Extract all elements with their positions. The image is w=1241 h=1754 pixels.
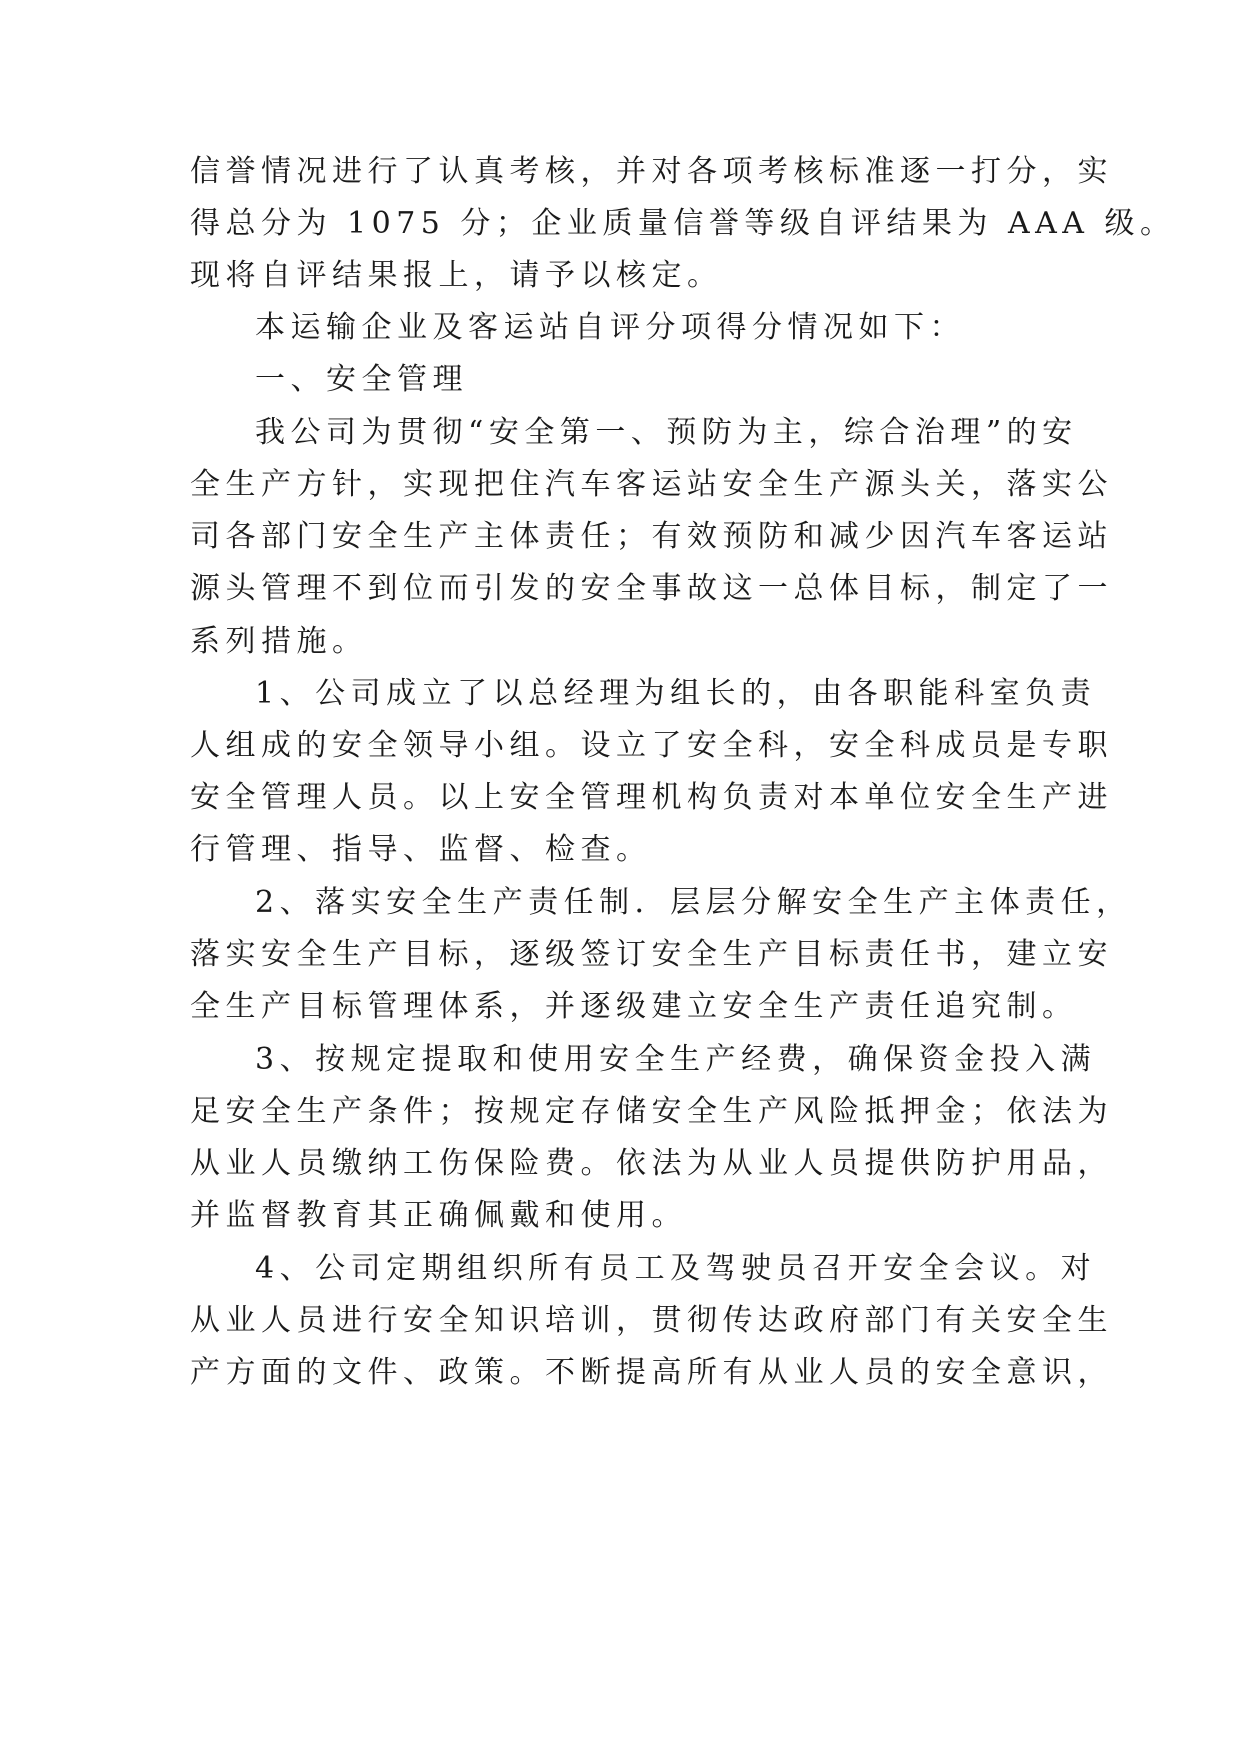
text-line-4: 本运输企业及客运站自评分项得分情况如下： [255,310,965,345]
text-line-1: 信誉情况进行了认真考核，并对各项考核标准逐一打分，实 [190,154,1113,189]
text-line-17: 全生产目标管理体系，并逐级建立安全生产责任追究制。 [190,989,1078,1024]
text-line-23: 从业人员进行安全知识培训，贯彻传达政府部门有关安全生 [190,1303,1113,1338]
text-line-13: 安全管理人员。以上安全管理机构负责对本单位安全生产进 [190,780,1113,815]
text-line-15: 2、落实安全生产责任制．层层分解安全生产主体责任， [255,885,1132,920]
text-line-14: 行管理、指导、监督、检查。 [190,832,652,867]
section-heading-safety: 一、安全管理 [255,362,468,397]
text-line-20: 从业人员缴纳工伤保险费。依法为从业人员提供防护用品， [190,1146,1113,1181]
text-line-10: 系列措施。 [190,624,368,659]
text-line-16: 落实安全生产目标，逐级签订安全生产目标责任书，建立安 [190,937,1113,972]
text-line-24: 产方面的文件、政策。不断提高所有从业人员的安全意识， [190,1355,1113,1390]
text-line-11: 1、公司成立了以总经理为组长的，由各职能科室负责 [255,676,1097,711]
text-line-18: 3、按规定提取和使用安全生产经费，确保资金投入满 [255,1042,1097,1077]
text-line-7: 全生产方针，实现把住汽车客运站安全生产源头关，落实公 [190,467,1113,502]
text-line-22: 4、公司定期组织所有员工及驾驶员召开安全会议。对 [255,1251,1097,1286]
text-line-21: 并监督教育其正确佩戴和使用。 [190,1198,687,1233]
text-line-19: 足安全生产条件；按规定存储安全生产风险抵押金；依法为 [190,1094,1113,1129]
text-line-3: 现将自评结果报上，请予以核定。 [190,258,723,293]
text-line-9: 源头管理不到位而引发的安全事故这一总体目标，制定了一 [190,571,1113,606]
text-line-12: 人组成的安全领导小组。设立了安全科，安全科成员是专职 [190,728,1113,763]
text-line-6: 我公司为贯彻“安全第一、预防为主，综合治理”的安 [255,415,1078,450]
text-line-8: 司各部门安全生产主体责任；有效预防和减少因汽车客运站 [190,519,1113,554]
text-line-2: 得总分为 1075 分；企业质量信誉等级自评结果为 AAA 级。 [190,206,1176,241]
